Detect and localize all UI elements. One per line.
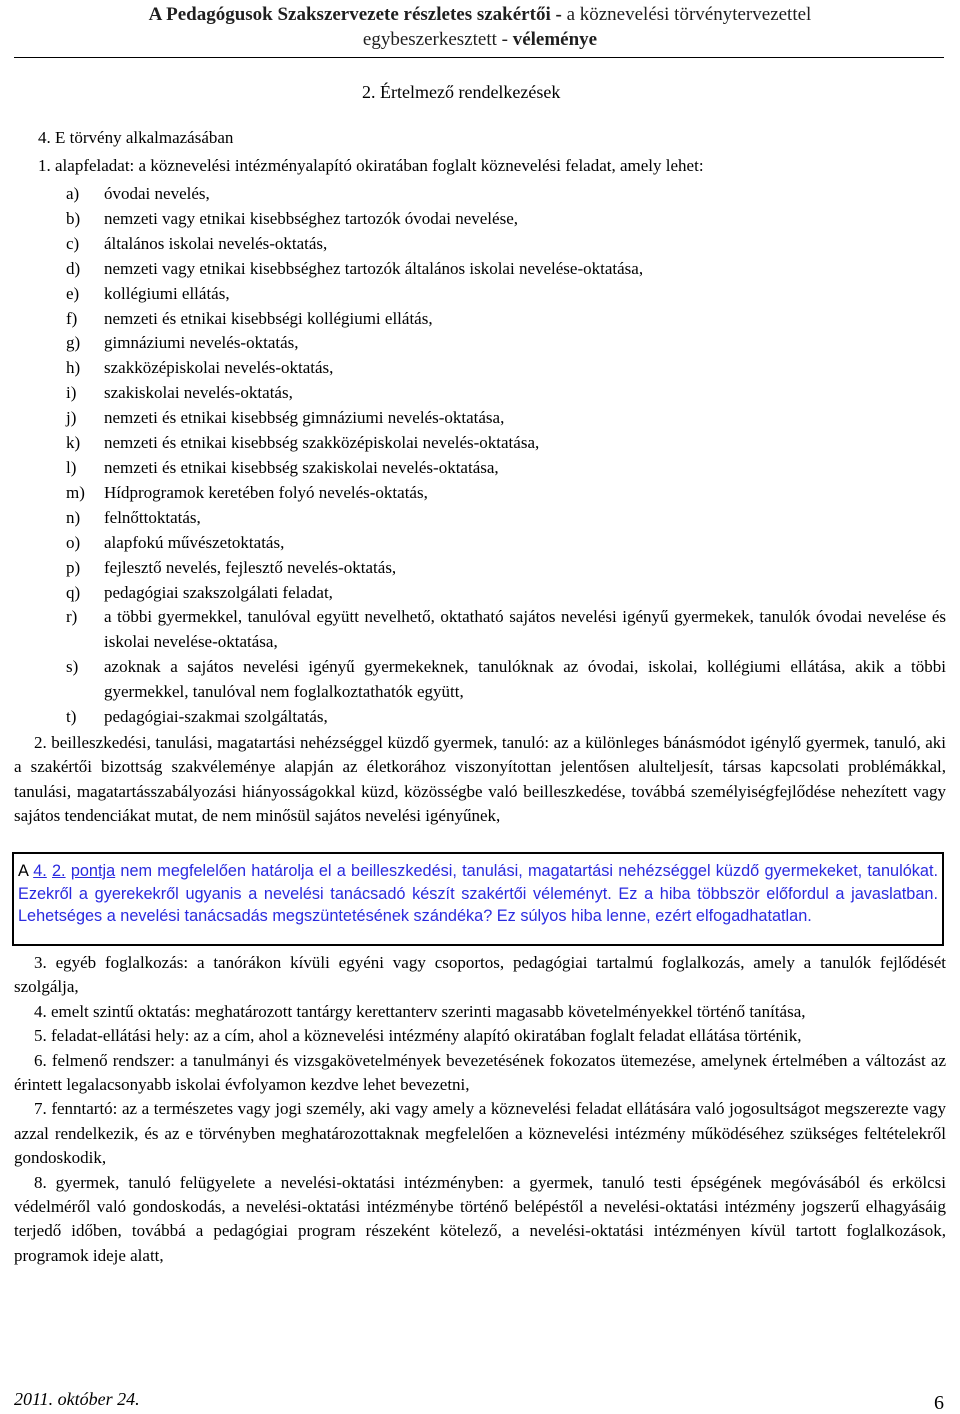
list-item-text: fejlesztő nevelés, fejlesztő nevelés-oktatás, <box>104 557 397 577</box>
list-item-letter: i) <box>66 383 77 403</box>
page-number: 6 <box>934 1392 944 1414</box>
list-item-letter: s) <box>66 657 79 677</box>
list-item <box>66 257 946 282</box>
list-item-letter: e) <box>66 283 80 303</box>
list-item <box>66 331 946 356</box>
list-item-text: gimnáziumi nevelés-oktatás, <box>104 333 299 353</box>
footer-date: 2011. október 24. <box>14 1389 140 1409</box>
list-item <box>66 581 946 606</box>
document-header <box>14 2 946 52</box>
list-item-letter: b) <box>66 208 81 228</box>
list-item <box>66 356 946 381</box>
definition-paragraph: 5. feladat-ellátási hely: az a cím, ahol a köznevelési intézmény alapító okiratában foglalt feladat ellátása történik, <box>34 1026 802 1046</box>
definitions-3-to-8 <box>14 951 946 1268</box>
list-item-text: kollégiumi ellátás, <box>104 283 230 303</box>
list-item-letter: r) <box>66 607 78 627</box>
list-item <box>66 431 946 456</box>
definition-1-intro: 1. alapfeladat: a köznevelési intézményalapító okiratában foglalt köznevelési feladat, amely lehet: <box>38 156 704 175</box>
list-item-letter: m) <box>66 482 85 502</box>
subsection-heading: 4. E törvény alkalmazásában <box>38 128 234 147</box>
comment-ref-section[interactable]: 4. <box>33 862 47 880</box>
list-item-letter: t) <box>66 707 77 727</box>
list-item <box>66 232 946 257</box>
list-item-letter: p) <box>66 557 81 577</box>
list-item-letter: q) <box>66 582 81 602</box>
list-item <box>66 705 946 730</box>
list-item-letter: o) <box>66 532 81 552</box>
list-item-letter: h) <box>66 358 81 378</box>
definition-paragraph: 3. egyéb foglalkozás: a tanórákon kívüli egyéni vagy csoportos, pedagógiai tartalmú foglalkozás, amely a tanulók fejlődését szolgálja, <box>14 953 946 997</box>
list-item-text: pedagógiai szakszolgálati feladat, <box>104 582 333 602</box>
list-item-letter: l) <box>66 457 77 477</box>
list-item-text: óvodai nevelés, <box>104 184 210 203</box>
list-item <box>66 481 946 506</box>
section-title: 2. Értelmező rendelkezések <box>362 82 561 102</box>
list-item-text: nemzeti és etnikai kisebbség szakközépiskolai nevelés-oktatása, <box>104 433 540 453</box>
list-item <box>66 556 946 581</box>
header-title-bold: A Pedagógusok Szakszervezete részletes szakértői - <box>148 4 562 25</box>
list-item-text: azoknak a sajátos nevelési igényű gyermekeknek, tanulóknak az óvodai, iskolai, kollégiumi ellátása, akik a többi gyermekkel, tanulóval nem foglalkoztathatók együtt, <box>104 657 946 702</box>
list-item-text: nemzeti és etnikai kisebbség szakiskolai nevelés-oktatása, <box>104 457 499 477</box>
list-item-text: nemzeti és etnikai kisebbségi kollégiumi ellátás, <box>104 308 433 328</box>
list-item-letter: g) <box>66 333 81 353</box>
list-item-text: felnőttoktatás, <box>104 507 201 527</box>
header-title-line2-start: egybeszerkesztett - <box>362 29 508 50</box>
list-item-letter: k) <box>66 433 81 453</box>
list-item <box>66 605 946 655</box>
list-item <box>66 381 946 406</box>
list-item-letter: a) <box>66 184 80 203</box>
list-item-text: szakközépiskolai nevelés-oktatás, <box>104 358 334 378</box>
list-item-letter: d) <box>66 258 81 278</box>
list-item <box>66 456 946 481</box>
list-item <box>66 307 946 332</box>
list-item-letter: j) <box>66 408 77 428</box>
list-item-letter: c) <box>66 233 80 253</box>
definition-paragraph: 4. emelt szintű oktatás: meghatározott tantárgy kerettanterv szerinti magasabb követelményekkel történő tanítása, <box>34 1001 806 1021</box>
comment-ref-point[interactable]: 2. <box>52 862 66 880</box>
list-item-text: nemzeti vagy etnikai kisebbséghez tartozók óvodai nevelése, <box>104 208 518 228</box>
list-item <box>66 655 946 705</box>
list-item <box>66 531 946 556</box>
header-title-light: a köznevelési törvénytervezettel <box>566 4 812 25</box>
list-item-letter: f) <box>66 308 78 328</box>
review-comment-box <box>12 852 944 946</box>
list-item <box>66 282 946 307</box>
list-item <box>66 506 946 531</box>
list-item-letter: n) <box>66 507 81 527</box>
list-item <box>66 207 946 232</box>
list-item-text: nemzeti és etnikai kisebbség gimnáziumi nevelés-oktatása, <box>104 408 505 428</box>
definition-paragraph: 7. fenntartó: az a természetes vagy jogi személy, aki vagy amely a köznevelési feladat ellátására való jogosultságot megszerezte vagy azzal rendelkezik, és az e törvényben meghatározottaknak megfelelően a köznevelési intézmény működéséhez szükséges feltételekről gondoskodik, <box>14 1099 946 1168</box>
definition-paragraph: 8. gyermek, tanuló felügyelete a nevelési-oktatási intézményben: a gyermek, tanuló testi épségének megóvásából és erkölcsi védelméről való gondoskodás, a nevelési-oktatási intézménybe történő belépéstől a nevelési-oktatási intézmény jogszerű elhagyásáig terjedő időben, továbbá a pedagógiai program részeként kötelező, a nevelési-oktatási intézményen kívül tartott foglalkozások, programok ideje alatt, <box>14 1172 946 1265</box>
list-item-text: nemzeti vagy etnikai kisebbséghez tartozók általános iskolai nevelése-oktatása, <box>104 258 644 278</box>
list-item <box>66 182 946 207</box>
comment-body: nem megfelelően határolja el a beilleszkedési, tanulási, magatartási nehézséggel küzdő gyermekeket, tanulókat. Ezekről a gyerekekről ugyanis a nevelési tanácsadó készít szakértői véleményt. Ez a hiba többször előfordul a javaslatban. Lehetséges a nevelési tanácsadás megszüntetésének szándéka? Ez súlyos hiba lenne, ezért elfogadhatatlan. <box>18 862 938 925</box>
list-item-text: pedagógiai-szakmai szolgáltatás, <box>104 707 328 727</box>
header-title-line2-end: véleménye <box>512 29 598 50</box>
definition-2 <box>14 731 946 829</box>
list-item-text: alapfokú művészetoktatás, <box>104 532 285 552</box>
comment-lead: A <box>18 862 28 880</box>
list-item-text: Hídprogramok keretében folyó nevelés-oktatás, <box>104 482 428 502</box>
list-item-text: általános iskolai nevelés-oktatás, <box>104 233 328 253</box>
list-item-text: a többi gyermekkel, tanulóval együtt nevelhető, oktatható sajátos nevelési igényű gyermekek, tanulók óvodai nevelése és iskolai nevelése-oktatása, <box>104 607 946 652</box>
list-item-text: szakiskolai nevelés-oktatás, <box>104 383 293 403</box>
definition-2-text: 2. beilleszkedési, tanulási, magatartási nehézséggel küzdő gyermek, tanuló: az a különleges bánásmódot igénylő gyermek, tanuló, aki a szakértői bizottság szakvéleménye alapján az életkorához viszonyítottan jelentősen alulteljesít, társas kapcsolati problémákkal, tanulási, magatartásszabályozási hiányosságokkal küzd, közösségbe való beilleszkedése, továbbá személyiségfejlődése nehezített vagy sajátos tendenciákat mutat, de nem minősül sajátos nevelési igényűnek, <box>14 733 946 826</box>
comment-ref-pontja[interactable]: pontja <box>70 862 116 880</box>
alapfeladat-list <box>66 182 946 730</box>
list-item <box>66 406 946 431</box>
header-divider <box>14 57 944 58</box>
definition-paragraph: 6. felmenő rendszer: a tanulmányi és vizsgakövetelmények bevezetésének fokozatos ütemezése, amelynek értelmében a változást az érintett legalacsonyabb iskolai évfolyamon kezdve lehet bevezetni, <box>14 1050 946 1095</box>
